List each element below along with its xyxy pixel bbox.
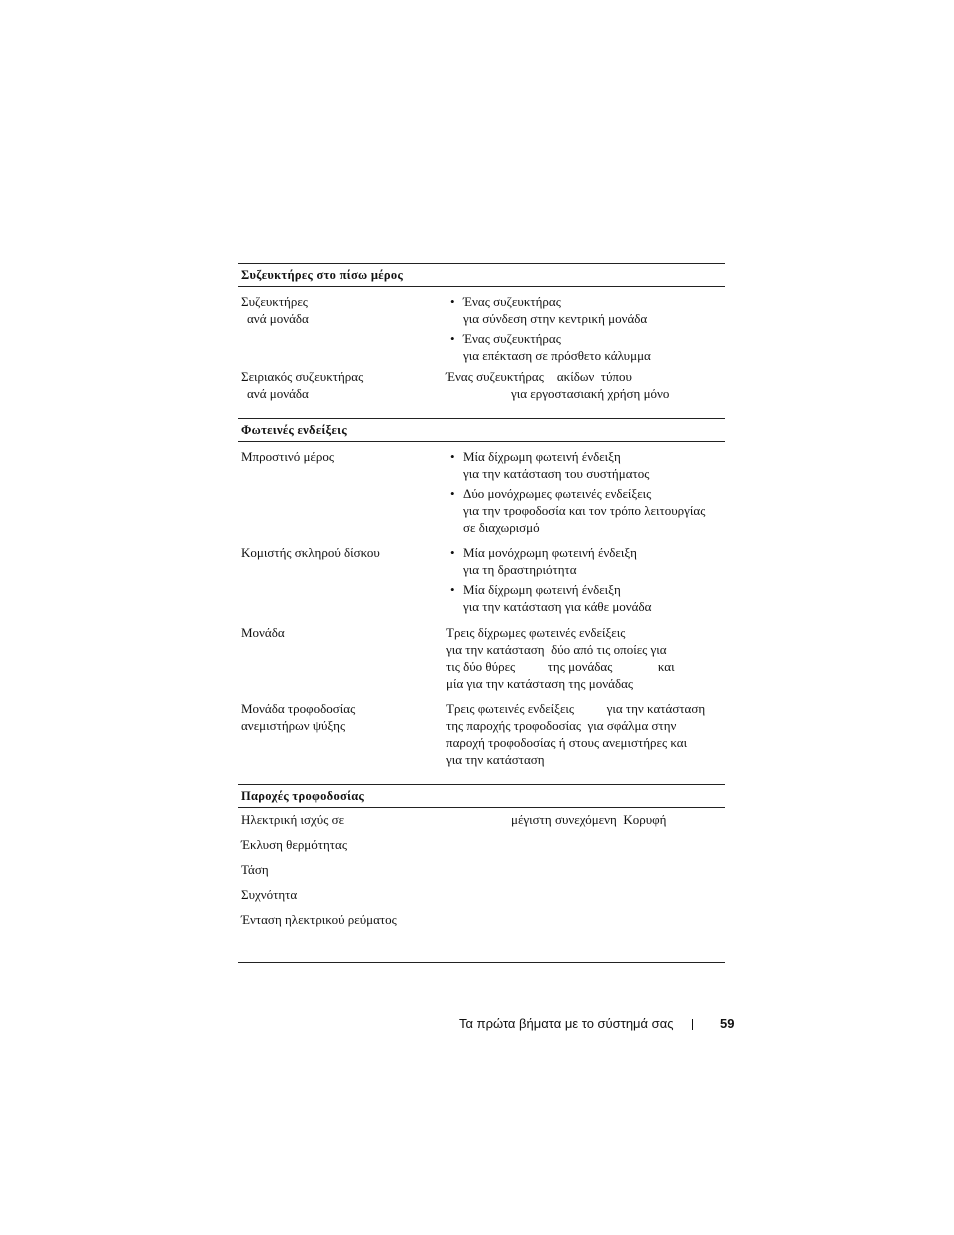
- label-line: Μπροστινό μέρος: [241, 449, 335, 464]
- label-line: Συζευκτήρες: [241, 294, 308, 309]
- section-heading-power: Παροχές τροφοδοσίας: [238, 784, 725, 808]
- section-heading-connectors: Συζευκτήρες στο πίσω μέρος: [238, 263, 725, 287]
- row-label: [241, 700, 431, 734]
- bullet-line: για επέκταση σε πρόσθετο κάλυμμα: [463, 348, 651, 363]
- row-value: [446, 700, 726, 768]
- value-line: Ένας συζευκτήρας ακίδων τύπου: [446, 369, 632, 384]
- bullet-item: [446, 544, 726, 578]
- bullet-icon: •: [450, 582, 455, 597]
- page-number: 59: [720, 1016, 735, 1031]
- value-line: παροχή τροφοδοσίας ή στους ανεμιστήρες και: [446, 735, 688, 750]
- bullet-icon: •: [450, 331, 455, 346]
- bullet-icon: •: [450, 449, 455, 464]
- row-value: [446, 368, 726, 402]
- spec-row-heat: [238, 836, 725, 861]
- bullet-line: Ένας συζευκτήρας: [463, 294, 561, 309]
- section-heading-indicators: Φωτεινές ενδείξεις: [238, 418, 725, 442]
- spec-table: [238, 263, 725, 936]
- value-line: μία για την κατάσταση της μονάδας: [446, 676, 634, 691]
- page-footer: [459, 1016, 735, 1031]
- label-line: Μονάδα: [241, 625, 285, 640]
- label-line: Μονάδα τροφοδοσίας: [241, 701, 356, 716]
- bullet-item: [446, 581, 726, 615]
- bullet-item: [446, 485, 726, 536]
- row-label: [241, 293, 431, 327]
- row-label: [241, 911, 431, 928]
- spec-row-frequency: [238, 886, 725, 911]
- label-line: Τάση: [241, 862, 269, 877]
- row-value: [446, 448, 726, 536]
- bullet-item: [446, 448, 726, 482]
- footer-chapter-title: Τα πρώτα βήματα με το σύστημά σας: [459, 1016, 674, 1031]
- value-line: τις δύο θύρες της μονάδας και: [446, 659, 675, 674]
- bullet-item: [446, 293, 726, 327]
- row-value: [511, 811, 791, 828]
- label-line: ανά μονάδα: [247, 386, 309, 401]
- label-line: Κομιστής σκληρού δίσκου: [241, 545, 380, 560]
- label-line: Ένταση ηλεκτρικού ρεύματος: [241, 912, 397, 927]
- bullet-line: για τη δραστηριότητα: [463, 562, 577, 577]
- value-line: για την κατάσταση δύο από τις οποίες για: [446, 642, 667, 657]
- spec-row-current: [238, 911, 725, 936]
- bullet-line: για την κατάσταση του συστήματος: [463, 466, 650, 481]
- row-value: [446, 544, 726, 615]
- value-line: μέγιστη συνεχόμενη Κορυφή: [511, 812, 667, 827]
- value-line: Τρεις φωτεινές ενδείξεις για την κατάσταση: [446, 701, 706, 716]
- row-label: [241, 811, 431, 828]
- spec-row-front: [238, 448, 725, 544]
- spec-row-serial-connector: [238, 368, 725, 418]
- bullet-icon: •: [450, 545, 455, 560]
- spec-row-voltage: [238, 861, 725, 886]
- table-bottom-rule: [238, 962, 725, 963]
- value-line: για την κατάσταση: [446, 752, 545, 767]
- value-line: για εργοστασιακή χρήση μόνο: [446, 386, 670, 401]
- bullet-line: Δύο μονόχρωμες φωτεινές ενδείξεις: [463, 486, 652, 501]
- row-label: [241, 448, 431, 465]
- bullet-line: σε διαχωρισμό: [463, 520, 540, 535]
- label-line: Ηλεκτρική ισχύς σε: [241, 812, 345, 827]
- bullet-icon: •: [450, 486, 455, 501]
- spec-row-module: [238, 624, 725, 700]
- row-label: [241, 544, 431, 561]
- value-line: της παροχής τροφοδοσίας για σφάλμα στην: [446, 718, 677, 733]
- spec-row-connectors: [238, 293, 725, 368]
- bullet-line: για την τροφοδοσία και τον τρόπο λειτουργίας: [463, 503, 706, 518]
- bullet-line: για σύνδεση στην κεντρική μονάδα: [463, 311, 648, 326]
- label-line: Σειριακός συζευκτήρας: [241, 369, 364, 384]
- spec-row-psu-fan: [238, 700, 725, 784]
- bullet-icon: •: [450, 294, 455, 309]
- row-label: [241, 836, 431, 853]
- bullet-line: Ένας συζευκτήρας: [463, 331, 561, 346]
- row-label: [241, 368, 431, 402]
- row-value: [446, 624, 726, 692]
- bullet-line: Μία δίχρωμη φωτεινή ένδειξη: [463, 449, 621, 464]
- label-line: ανά μονάδα: [247, 311, 309, 326]
- bullet-item: [446, 330, 726, 364]
- row-value: [446, 293, 726, 364]
- spec-row-hdd-carrier: [238, 544, 725, 624]
- label-line: Έκλυση θερμότητας: [241, 837, 347, 852]
- footer-separator: [692, 1019, 693, 1030]
- bullet-line: Μία μονόχρωμη φωτεινή ένδειξη: [463, 545, 637, 560]
- bullet-line: για την κατάσταση για κάθε μονάδα: [463, 599, 652, 614]
- label-line: ανεμιστήρων ψύξης: [241, 718, 346, 733]
- row-label: [241, 861, 431, 878]
- row-label: [241, 886, 431, 903]
- spec-row-power: [238, 811, 725, 836]
- bullet-line: Μία δίχρωμη φωτεινή ένδειξη: [463, 582, 621, 597]
- value-line: Τρεις δίχρωμες φωτεινές ενδείξεις: [446, 625, 626, 640]
- label-line: Συχνότητα: [241, 887, 298, 902]
- row-label: [241, 624, 431, 641]
